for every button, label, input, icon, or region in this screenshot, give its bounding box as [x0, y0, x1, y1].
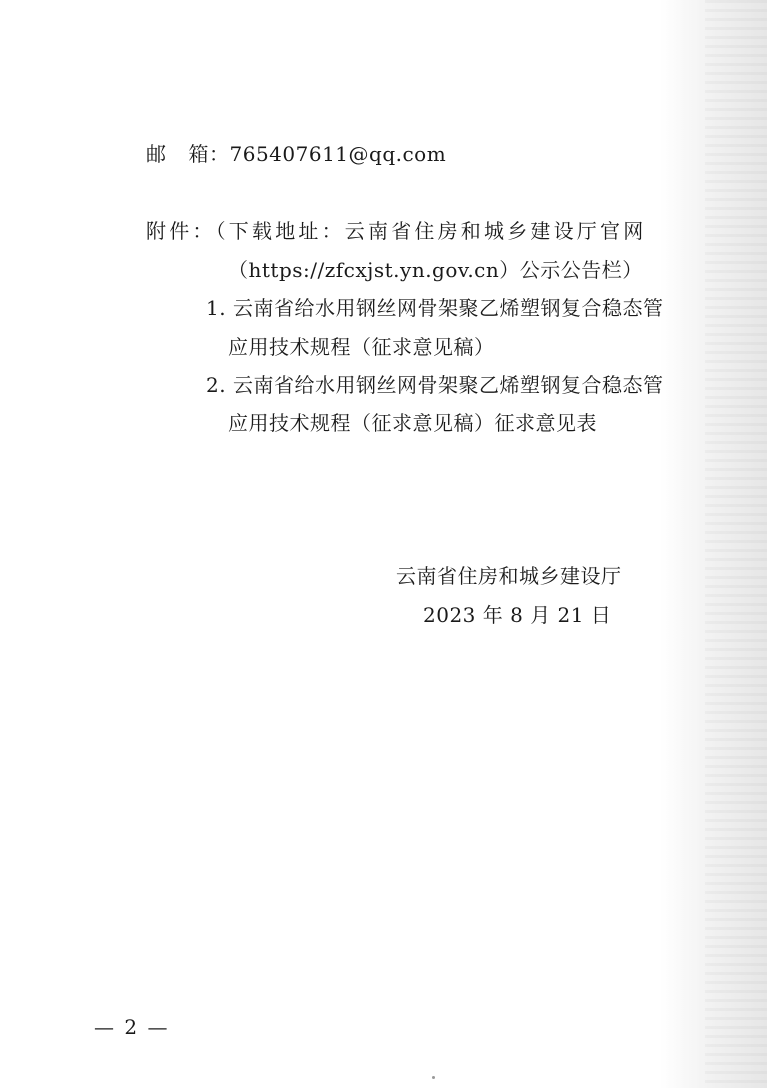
- signature-organization: 云南省住房和城乡建设厅: [396, 564, 622, 588]
- page-number: — 2 —: [94, 1015, 170, 1039]
- attachment-item-2-line-2: 应用技术规程（征求意见稿）征求意见表: [228, 411, 597, 435]
- signature-date: 2023 年 8 月 21 日: [423, 603, 612, 627]
- attachment-item-2-line-1: 2. 云南省给水用钢丝网骨架聚乙烯塑钢复合稳态管: [206, 373, 664, 397]
- page-edge-shadow: [705, 0, 767, 1088]
- attachment-item-1-line-2: 应用技术规程（征求意见稿）: [228, 335, 495, 359]
- email-label-part2: 箱：: [188, 142, 230, 166]
- attachment-item-1-line-1: 1. 云南省给水用钢丝网骨架聚乙烯塑钢复合稳态管: [206, 296, 664, 320]
- email-line: [146, 140, 446, 168]
- attachment-intro: 附件：（下载地址：云南省住房和城乡建设厅官网: [146, 219, 647, 243]
- attachment-url-line: （https://zfcxjst.yn.gov.cn）公示公告栏）: [228, 258, 643, 282]
- email-value: 765407611@qq.com: [229, 142, 447, 166]
- scan-speck: [432, 1076, 435, 1079]
- email-label-part1: 邮: [146, 142, 167, 166]
